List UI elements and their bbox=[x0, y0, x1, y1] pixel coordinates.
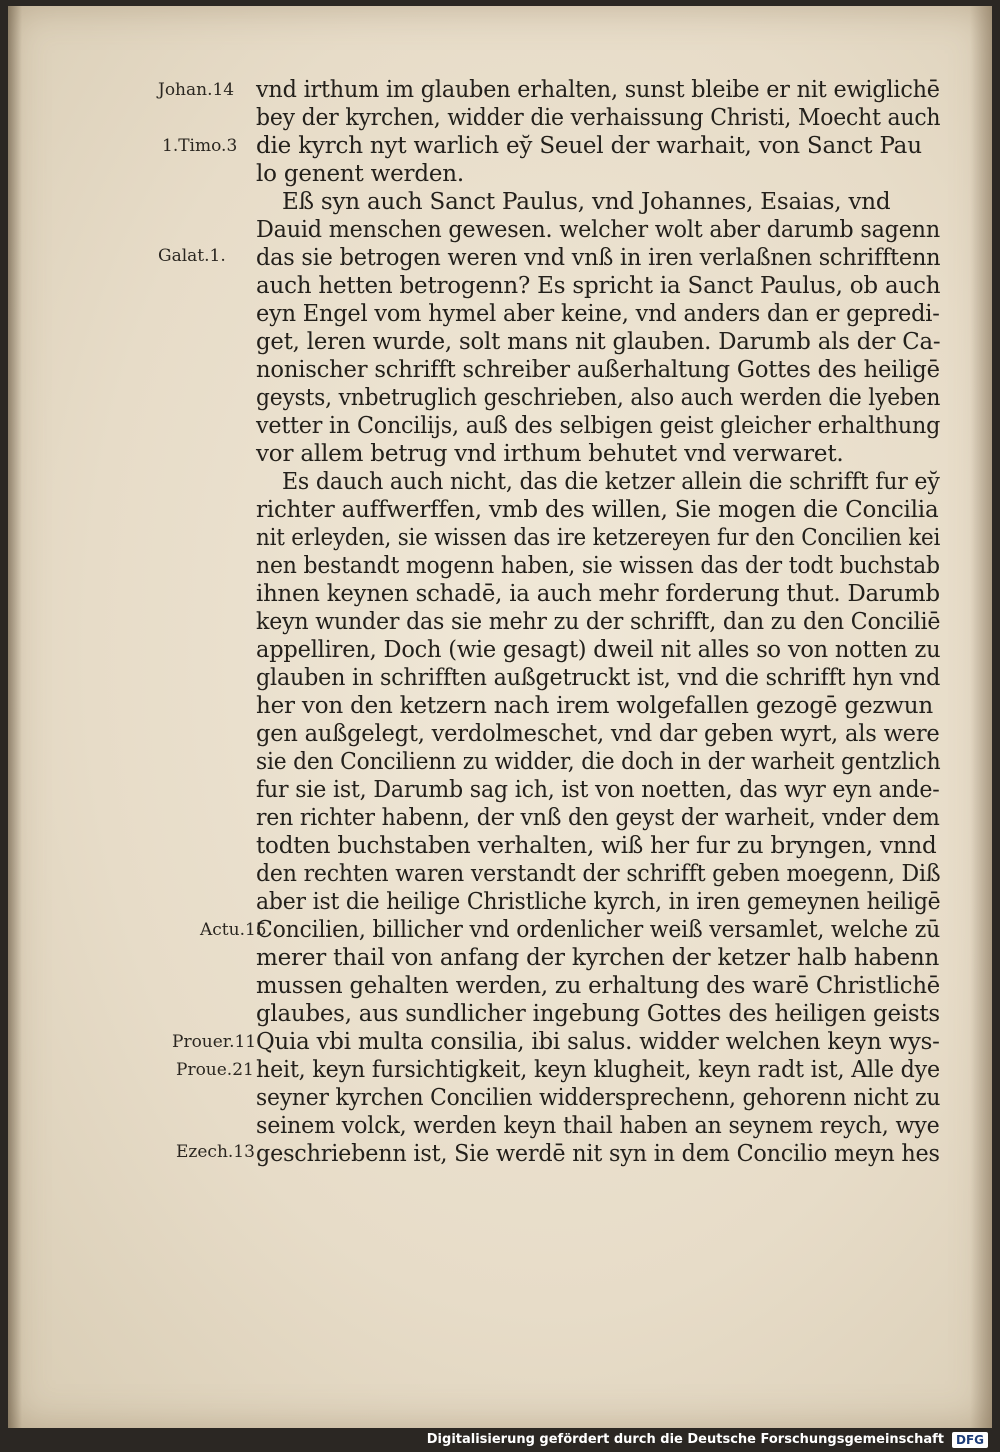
text-line: Dauid menschen gewesen. welcher wolt aber darumb sagenn bbox=[256, 217, 940, 243]
footer-credit: Digitalisierung gefördert durch die Deutsche Forschungsgemeinschaft bbox=[426, 1432, 944, 1447]
text-line: merer thail von anfang der kyrchen der ketzer halb habenn bbox=[256, 945, 940, 971]
text-line: Quia vbi multa consilia, ibi salus. widder welchen keyn wys- bbox=[256, 1029, 940, 1055]
text-line: heit, keyn fursichtigkeit, keyn klugheit, keyn radt ist, Alle dye bbox=[256, 1057, 940, 1083]
text-line: Es dauch auch nicht, das die ketzer allein die schrifft fur ey̆ bbox=[282, 469, 940, 495]
text-line: geschriebenn ist, Sie werdē nit syn in dem Concilio meyn hes bbox=[256, 1141, 940, 1167]
margin-note-ezech: Ezech.13 bbox=[176, 1142, 255, 1162]
text-line: auch hetten betrogenn? Es spricht ia Sanct Paulus, ob auch bbox=[256, 273, 941, 299]
text-line: Concilien, billicher vnd ordenlicher weiß versamlet, welche zū bbox=[256, 917, 941, 943]
text-line: bey der kyrchen, widder die verhaissung Christi, Moecht auch bbox=[256, 105, 941, 131]
text-line: den rechten waren verstandt der schrifft geben moegenn, Diß bbox=[256, 861, 941, 887]
text-line: das sie betrogen weren vnd vnß in iren verlaßnen schrifftenn bbox=[256, 245, 941, 271]
margin-note-johan: Johan.14 bbox=[158, 80, 235, 100]
text-line: vnd irthum im glauben erhalten, sunst bleibe er nit ewiglichē bbox=[256, 77, 940, 103]
margin-note-proue: Proue.21 bbox=[176, 1060, 254, 1080]
text-line: richter auffwerffen, vmb des willen, Sie mogen die Concilia bbox=[256, 497, 939, 523]
text-line: seinem volck, werden keyn thail haben an seynem reych, wye bbox=[256, 1113, 940, 1139]
text-line: ren richter habenn, der vnß den geyst der warheit, vnder dem bbox=[256, 805, 940, 831]
text-line: fur sie ist, Darumb sag ich, ist von noetten, das wyr eyn ande- bbox=[256, 777, 940, 803]
text-line: nit erleyden, sie wissen das ire ketzereyen fur den Concilien kei bbox=[256, 525, 941, 551]
text-line: appelliren, Doch (wie gesagt) dweil nit alles so von notten zu bbox=[256, 637, 941, 663]
text-line: eyn Engel vom hymel aber keine, vnd anders dan er gepredi- bbox=[256, 301, 940, 327]
text-line: aber ist die heilige Christliche kyrch, in iren gemeynen heiligē bbox=[256, 889, 941, 915]
text-line: glaubes, aus sundlicher ingebung Gottes des heiligen geists bbox=[256, 1001, 940, 1027]
margin-note-galat: Galat.1. bbox=[158, 246, 226, 266]
binding-shadow bbox=[8, 6, 22, 1428]
dfg-logo-icon: DFG bbox=[952, 1432, 988, 1448]
text-line: nonischer schrifft schreiber außerhaltung Gottes des heiligē bbox=[256, 357, 940, 383]
margin-note-prouer: Prouer.11 bbox=[172, 1032, 257, 1052]
text-line: vor allem betrug vnd irthum behutet vnd verwaret. bbox=[256, 441, 844, 467]
text-line: her von den ketzern nach irem wolgefallen gezogē gezwun bbox=[256, 693, 934, 719]
text-line: geysts, vnbetruglich geschrieben, also auch werden die lyeben bbox=[256, 385, 941, 411]
text-line: seyner kyrchen Concilien widdersprechenn, gehorenn nicht zu bbox=[256, 1085, 941, 1111]
text-line: glauben in schrifften außgetruckt ist, vnd die schrifft hyn vnd bbox=[256, 665, 941, 691]
text-line: lo genent werden. bbox=[256, 161, 464, 187]
text-line: Eß syn auch Sanct Paulus, vnd Johannes, Esaias, vnd bbox=[282, 189, 891, 215]
page-edge-shadow bbox=[970, 6, 992, 1428]
text-line: keyn wunder das sie mehr zu der schrifft, dan zu den Conciliē bbox=[256, 609, 941, 635]
text-line: nen bestandt mogenn haben, sie wissen das der todt buchstab bbox=[256, 553, 940, 579]
text-line: gen außgelegt, verdolmeschet, vnd dar geben wyrt, als were bbox=[256, 721, 940, 747]
margin-note-timo: 1.Timo.3 bbox=[162, 136, 238, 156]
text-line: ihnen keynen schadē, ia auch mehr forderung thut. Darumb bbox=[256, 581, 940, 607]
text-line: vetter in Concilijs, auß des selbigen geist gleicher erhalthung bbox=[256, 413, 941, 439]
text-line: mussen gehalten werden, zu erhaltung des warē Christlichē bbox=[256, 973, 941, 999]
text-line: get, leren wurde, solt mans nit glauben. Darumb als der Ca- bbox=[256, 329, 941, 355]
text-line: die kyrch nyt warlich ey̆ Seuel der warhait, von Sanct Pau bbox=[256, 133, 922, 159]
text-line: todten buchstaben verhalten, wiß her fur zu bryngen, vnnd bbox=[256, 833, 937, 859]
text-line: sie den Concilienn zu widder, die doch in der warheit gentzlich bbox=[256, 749, 941, 775]
margin-note-actu: Actu.15 bbox=[200, 920, 267, 940]
